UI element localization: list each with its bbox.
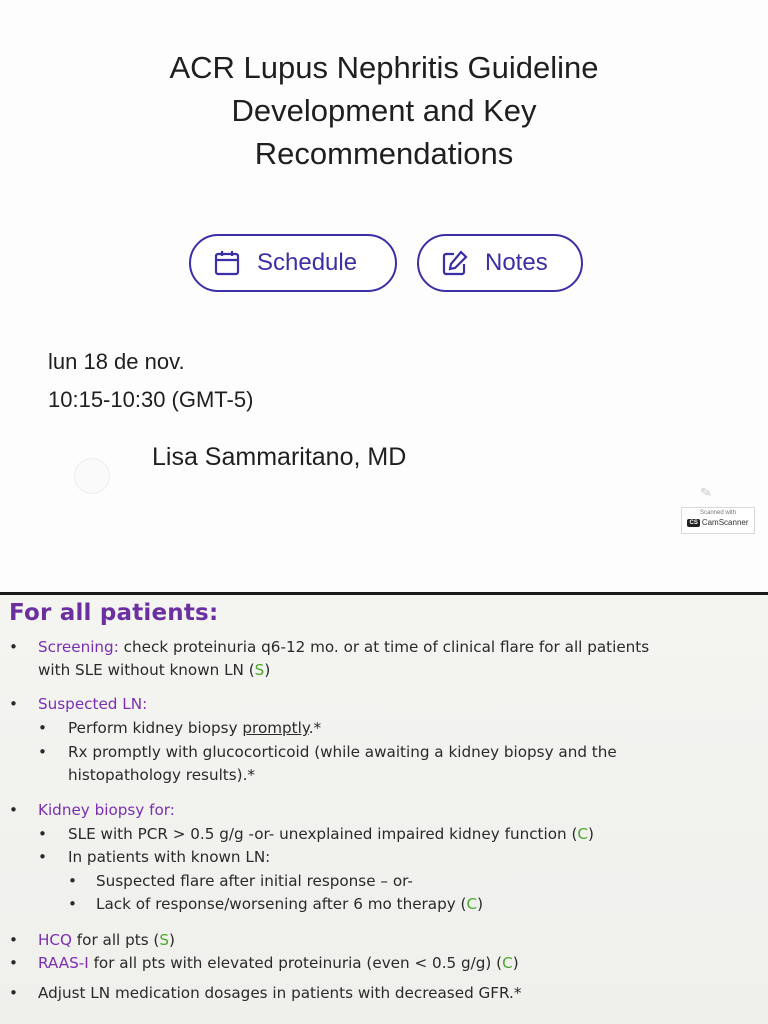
session-datetime	[48, 343, 253, 419]
notes-label: Notes	[485, 249, 548, 276]
edit-note-icon	[441, 249, 469, 277]
biopsy-sub-2: Lack of response/worsening after 6 mo therapy (C)	[96, 895, 484, 913]
session-time: 10:15-10:30 (GMT-5)	[48, 387, 254, 412]
session-date: lun 18 de nov.	[48, 349, 185, 374]
watermark-brand	[682, 518, 754, 527]
session-actions	[189, 234, 583, 292]
sub-bullet: •	[38, 825, 47, 843]
watermark-caption: Scanned with	[699, 510, 737, 516]
speaker-name: Lisa Sammaritano, MD	[152, 443, 407, 471]
sub-bullet: •	[38, 848, 47, 866]
suspected-item-2-line-2: histopathology results).*	[68, 766, 256, 784]
notes-button[interactable]	[417, 234, 583, 292]
sub-sub-bullet: •	[68, 895, 77, 913]
strength-badge: C	[502, 954, 513, 972]
camscanner-logo-icon: CS	[689, 519, 698, 526]
sub-bullet: •	[38, 719, 47, 737]
raas-line: RAAS-I for all pts with elevated proteinuria (even < 0.5 g/g) (C)	[38, 954, 519, 972]
schedule-label: Schedule	[257, 249, 358, 276]
screening-text: check proteinuria q6-12 mo. or at time of clinical flare for all patients	[118, 638, 650, 656]
biopsy-sub-1: Suspected flare after initial response – or-	[96, 872, 413, 890]
schedule-button[interactable]	[189, 234, 397, 292]
slide-heading: For all patients:	[9, 600, 219, 626]
session-title: ACR Lupus Nephritis Guideline Development and Key Recommendations	[169, 50, 599, 171]
suspected-item-1: Perform kidney biopsy promptly.*	[68, 719, 322, 737]
biopsy-item-2: In patients with known LN:	[68, 848, 271, 866]
biopsy-label: Kidney biopsy for:	[38, 801, 175, 819]
hcq-label: HCQ	[38, 931, 72, 949]
sub-bullet: •	[38, 743, 47, 761]
raas-label: RAAS-I	[38, 954, 89, 972]
sub-sub-bullet: •	[68, 872, 77, 890]
screening-line-1	[38, 636, 649, 659]
biopsy-item-1: SLE with PCR > 0.5 g/g -or- unexplained impaired kidney function (C)	[68, 825, 594, 843]
suspected-label: Suspected LN:	[38, 695, 148, 713]
suspected-item-2-line-1: Rx promptly with glucocorticoid (while awaiting a kidney biopsy and the	[68, 743, 617, 761]
avatar-placeholder	[74, 458, 110, 494]
calendar-icon	[213, 249, 241, 277]
hcq-line: HCQ for all pts (S)	[38, 931, 175, 949]
adjust-line: Adjust LN medication dosages in patients with decreased GFR.*	[38, 984, 522, 1002]
strength-badge: S	[159, 931, 169, 949]
slide-photo: For all patients: • Screening: check proteinuria q6-12 mo. or at time of clinical flare for all patients with SLE without known LN (S) • Suspected LN: • Perform kidney biopsy promptly.* • Rx promptly with glucocorticoid (while awaiting a kidney biopsy and the histopathology results).* • Kidney biopsy for: • SLE with PCR > 0.5 g/g -or- unexplained impaired kidney function (C) • In patients with known LN: • Suspected flare after initial response – or- • Lack of response/worsening after 6 mo therapy (C) • HCQ for all pts (S) • RAAS-I for all pts with elevated proteinuria (even < 0.5 g/g) (C) • Adjust LN medication dosages in patients with decreased GFR.*	[0, 595, 768, 1024]
camscanner-watermark	[681, 507, 755, 534]
bullet-dot: •	[9, 638, 18, 656]
strength-badge: C	[466, 895, 478, 913]
screening-line-2: with SLE without known LN (S)	[38, 661, 271, 679]
pen-icon: ✏	[696, 482, 716, 503]
watermark-brand-name: CamScanner	[701, 518, 749, 527]
strength-badge: S	[254, 661, 265, 679]
screening-label: Screening:	[38, 638, 119, 656]
strength-badge: C	[577, 825, 588, 843]
